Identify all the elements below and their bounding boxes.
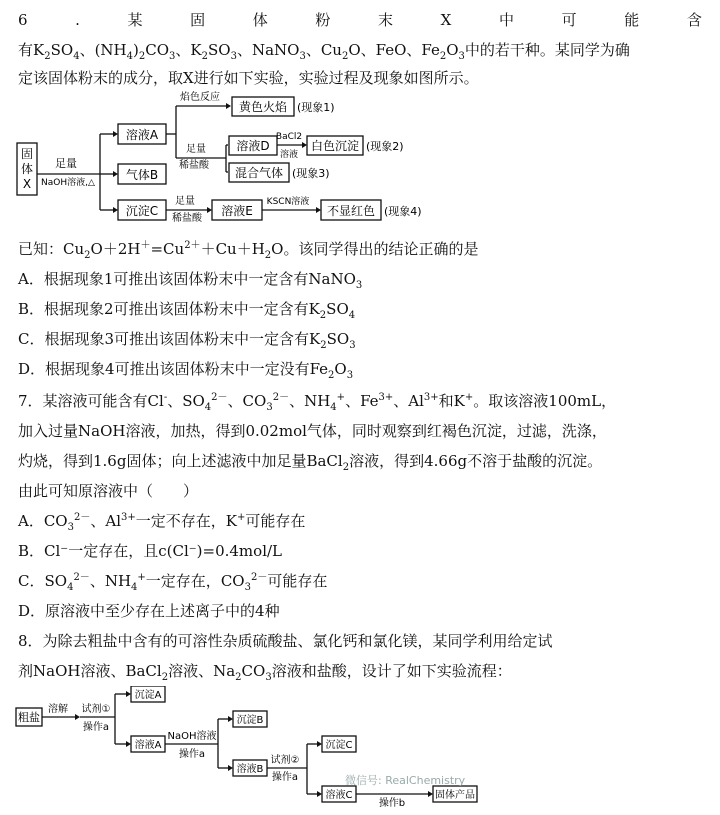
- bacl2-bottom: 溶液: [279, 150, 299, 160]
- known-tail: 。该同学得出的结论正确的是: [283, 240, 479, 258]
- q6-title-line: [18, 9, 702, 31]
- q6-line2-post: 中的若干种。某同学为确: [464, 41, 630, 59]
- q7-option-b: B．Cl⁻一定存在，且c(Cl⁻)=0.4mol/L: [18, 542, 283, 560]
- q6-char: 含: [686, 11, 702, 29]
- cond1-bottom: NaOH溶液,△: [41, 178, 95, 188]
- q6-option-d: D．根据现象4可推出该固体粉末中一定没有$Fe_2O_3$: [18, 360, 354, 381]
- solid-x-char1: 固: [20, 147, 34, 161]
- phenomenon-1: (现象1): [297, 101, 335, 114]
- option-d-text: D．根据现象4可推出该固体粉末中一定没有: [18, 360, 310, 378]
- solution-d-label: 溶液D: [236, 139, 270, 153]
- q6-known: 已知：$Cu_2O+2H^+=Cu^{2+}+Cu+H_2O$。该同学得出的结论正确的是: [18, 240, 479, 261]
- q8-line2-a: 剂NaOH溶液、: [18, 662, 126, 680]
- q7-line1-b: 。取该溶液100mL，: [473, 392, 617, 410]
- op-a2-label: 操作a: [178, 749, 206, 760]
- reagent2-label: 试剂②: [270, 755, 300, 766]
- q7-option-c: C．$SO_4^{2-}$、$NH_4^+$一定存在，$CO_3^{2-}$可能存在: [18, 572, 328, 593]
- option-b-text: B．根据现象2可推出该固体粉末中一定含有: [18, 300, 309, 318]
- q8-line2: 剂NaOH溶液、BaCl$_2$溶液、$Na_2CO_3$溶液和盐酸，设计了如下实验流程：: [18, 662, 512, 683]
- solution-e-label: 溶液E: [221, 204, 253, 218]
- phenomenon-3: (现象3): [292, 167, 330, 180]
- solid-product-label: 固体产品: [435, 790, 475, 801]
- solid-x-char3: X: [22, 177, 32, 191]
- q7-line3-a: 灼烧，得到1.6g固体；向上述滤液中加足量: [18, 452, 307, 470]
- q7-opt-c-mid: 一定存在，: [145, 572, 221, 590]
- hcl-top: 足量: [186, 144, 206, 155]
- phenomenon-2: (现象2): [366, 140, 404, 153]
- q7-opt-a-tail: 一定不存在，: [135, 512, 226, 530]
- q7-opt-c-end: 可能存在: [267, 572, 328, 590]
- crude-salt-label: 粗盐: [18, 711, 40, 724]
- q6-char: 末: [378, 11, 394, 29]
- hcl-bottom: 稀盐酸: [179, 160, 209, 171]
- precipitate-a-label: 沉淀A: [134, 690, 162, 701]
- q6-dot: .: [75, 11, 80, 29]
- q6-line2-pre: 有: [18, 41, 34, 59]
- q6-option-c: C．根据现象3可推出该固体粉末中一定含有$K_2SO_3$: [18, 330, 356, 351]
- op-a1-label: 操作a: [82, 722, 110, 733]
- q8-flow-diagram: [0, 686, 720, 814]
- op-a3-label: 操作a: [271, 772, 299, 783]
- reagent1-label: 试剂①: [81, 704, 111, 715]
- q6-char: 某: [127, 11, 143, 29]
- q7-line2: 加入过量NaOH溶液，加热，得到0.02mol气体，同时观察到红褐色沉淀，过滤，洗涤，: [18, 422, 607, 440]
- solution-a-label: 溶液A: [125, 128, 159, 142]
- q6-number: 6: [18, 11, 28, 29]
- watermark: 微信号: RealChemistry: [345, 774, 466, 787]
- q6-char: X: [440, 11, 452, 29]
- option-c-text: C．根据现象3可推出该固体粉末中一定含有: [18, 330, 310, 348]
- q8-line2-b: 溶液、: [168, 662, 214, 680]
- q6-line3: 定该固体粉末的成分，取X进行如下实验，实验过程及现象如图所示。: [18, 69, 479, 87]
- q7-opt-a-end: 可能存在: [245, 512, 306, 530]
- naoh-label: NaOH溶液: [167, 731, 217, 742]
- q7-line1: 7．某溶液可能含有Cl-、$SO_4^{2-}$、$CO_3^{2-}$、$NH_4^+$、$Fe^{3+}$、$Al^{3+}$和K+。取该溶液100mL，: [18, 392, 617, 413]
- flame-test-label: 焰色反应: [180, 92, 220, 103]
- q6-flow-diagram: [0, 88, 720, 228]
- q6-char: 可: [561, 11, 577, 29]
- dissolve-label: 溶解: [48, 704, 68, 715]
- q8-line1: 8．为除去粗盐中含有的可溶性杂质硫酸盐、氯化钙和氯化镁，某同学利用给定试: [18, 632, 553, 650]
- solution-c-label: 溶液C: [325, 790, 353, 801]
- known-label: 已知：: [18, 240, 64, 258]
- q6-line2: 有$K_2SO_4$、$(NH_4)_2CO_3$、$K_2SO_3$、NaNO$_3$、$Cu_2O$、FeO、$Fe_2O_3$中的若干种。某同学为确: [18, 41, 630, 62]
- q6-option-a: A．根据现象1可推出该固体粉末中一定含有NaNO$_3$: [18, 270, 363, 291]
- q6-char: 固: [190, 11, 206, 29]
- q8-solution-a-label: 溶液A: [134, 740, 162, 751]
- cond1-top: 足量: [55, 157, 77, 170]
- q8-line2-c: 溶液和盐酸，设计了如下实验流程：: [271, 662, 512, 680]
- q7-line3-b: 溶液，得到4.66g不溶于盐酸的沉淀。: [349, 452, 603, 470]
- kscn-label: KSCN溶液: [266, 197, 310, 207]
- option-a-text: A．根据现象1可推出该固体粉末中一定含有: [18, 270, 309, 288]
- q6-option-b: B．根据现象2可推出该固体粉末中一定含有$K_2SO_4$: [18, 300, 356, 321]
- q6-char: 中: [498, 11, 514, 29]
- q8-precipitate-c-label: 沉淀C: [325, 740, 353, 751]
- not-red-label: 不显红色: [326, 204, 376, 218]
- gas-b-label: 气体B: [125, 168, 159, 182]
- q7-line3: 灼烧，得到1.6g固体；向上述滤液中加足量BaCl$_2$溶液，得到4.66g不溶于盐酸的沉淀。: [18, 452, 603, 473]
- op-b-label: 操作b: [378, 798, 406, 809]
- solution-b-label: 溶液B: [236, 764, 264, 775]
- hcl2-top: 足量: [175, 196, 195, 207]
- q6-char: 粉: [315, 11, 331, 29]
- q7-line4: 由此可知原溶液中（ ）: [18, 482, 199, 500]
- bacl2-top: BaCl2: [275, 132, 303, 142]
- phenomenon-4: (现象4): [384, 205, 422, 218]
- hcl2-bottom: 稀盐酸: [172, 213, 202, 224]
- precipitate-b-label: 沉淀B: [236, 715, 264, 726]
- precipitate-c-label: 沉淀C: [125, 204, 159, 218]
- q7-option-d: D．原溶液中至少存在上述离子中的4种: [18, 602, 280, 620]
- q7-option-a: A．$CO_3^{2-}$、$Al^{3+}$一定不存在，K+可能存在: [18, 512, 306, 533]
- white-precipitate-label: 白色沉淀: [310, 139, 360, 153]
- q7-line1-a: 7．某溶液可能含有: [18, 392, 148, 410]
- mixed-gas-label: 混合气体: [234, 166, 284, 180]
- solid-x-char2: 体: [20, 162, 34, 176]
- yellow-flame-label: 黄色火焰: [238, 100, 288, 114]
- q6-char: 体: [252, 11, 268, 29]
- q6-char: 能: [624, 11, 640, 29]
